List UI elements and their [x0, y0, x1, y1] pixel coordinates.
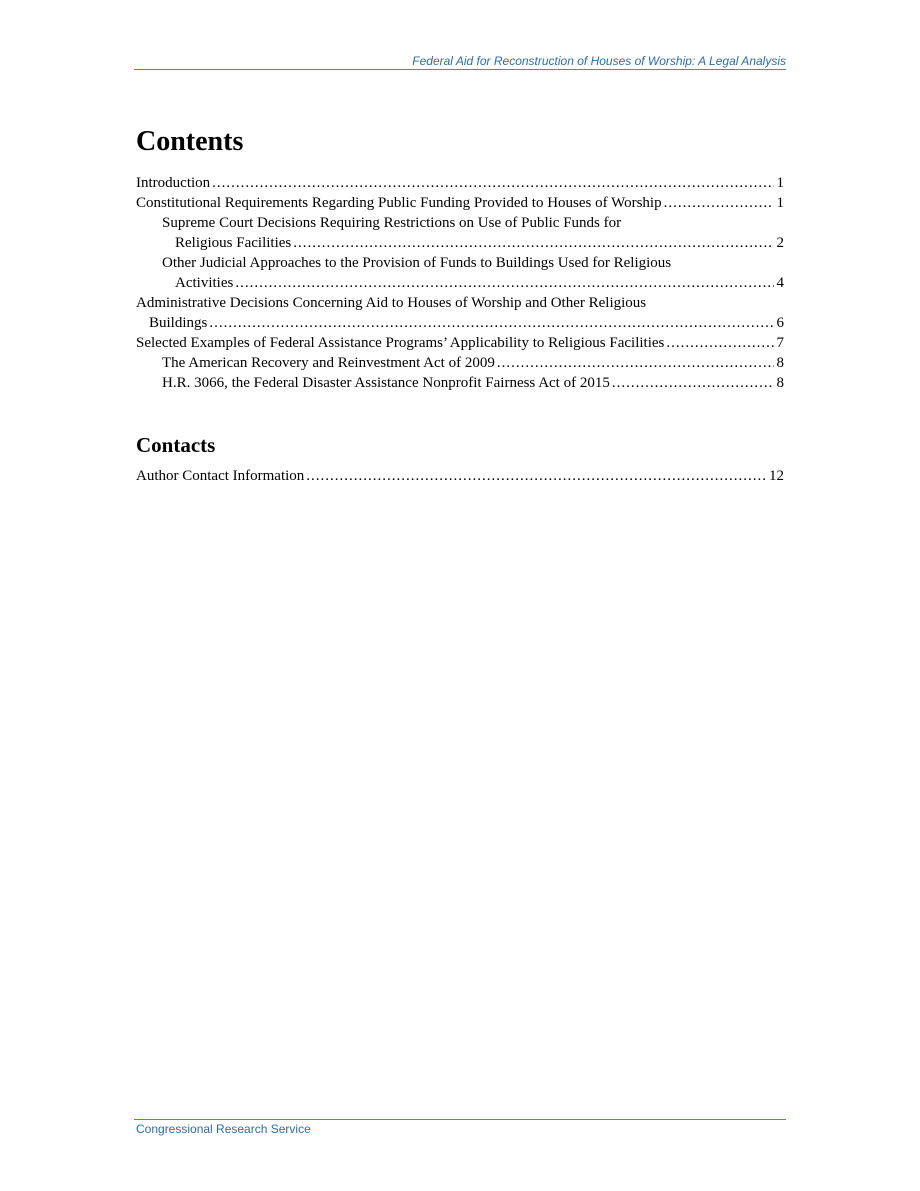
header-rule [134, 69, 786, 70]
toc-entry-administrative-decisions[interactable] [136, 293, 784, 333]
toc-entry-page: 1 [776, 175, 784, 191]
dot-leader [235, 273, 773, 293]
toc-entry-page: 1 [776, 195, 784, 211]
toc-entry-constitutional-requirements[interactable] [136, 193, 784, 213]
toc-entry-title-line2: Religious Facilities [175, 235, 292, 251]
contents-heading: Contents [136, 126, 244, 157]
toc-entry-page: 8 [776, 375, 784, 391]
toc-entry-introduction[interactable] [136, 173, 784, 193]
toc-entry-title-line2: Activities [175, 275, 234, 291]
dot-leader [612, 373, 774, 393]
dot-leader [664, 193, 774, 213]
toc-entry-page: 8 [776, 355, 784, 371]
toc-entry-page: 7 [776, 335, 784, 351]
toc-entry-page: 2 [776, 235, 784, 251]
footer-publisher: Congressional Research Service [136, 1122, 311, 1136]
toc-entry-title-line1: Supreme Court Decisions Requiring Restrictions on Use of Public Funds for [162, 215, 622, 231]
contacts-list [136, 466, 784, 486]
toc-entry-title-line2: Buildings [149, 315, 208, 331]
toc-content [136, 125, 784, 486]
toc-entry-page: 6 [776, 315, 784, 331]
dot-leader [666, 333, 773, 353]
dot-leader [293, 233, 773, 253]
dot-leader [306, 466, 766, 486]
toc-entry-title-line1: Administrative Decisions Concerning Aid to Houses of Worship and Other Religious [136, 295, 647, 311]
toc-entry-recovery-act[interactable] [136, 353, 784, 373]
toc-entry-title: Introduction [136, 175, 211, 191]
dot-leader [209, 313, 773, 333]
toc-entry-title: Author Contact Information [136, 468, 305, 484]
dot-leader [497, 353, 774, 373]
toc-entry-supreme-court-decisions[interactable] [136, 213, 784, 253]
toc-entry-author-contact[interactable] [136, 466, 784, 486]
contents-list [136, 173, 784, 393]
footer-rule [134, 1119, 786, 1120]
toc-entry-selected-examples[interactable] [136, 333, 784, 353]
running-header-title: Federal Aid for Reconstruction of Houses of Worship: A Legal Analysis [412, 54, 786, 68]
contacts-heading: Contacts [136, 433, 216, 457]
toc-entry-title: Constitutional Requirements Regarding Public Funding Provided to Houses of Worship [136, 195, 662, 211]
toc-entry-title: H.R. 3066, the Federal Disaster Assistance Nonprofit Fairness Act of 2015 [162, 375, 610, 391]
dot-leader [212, 173, 773, 193]
toc-entry-title-line1: Other Judicial Approaches to the Provision of Funds to Buildings Used for Religious [162, 255, 672, 271]
toc-entry-page: 12 [769, 468, 784, 484]
toc-entry-other-judicial-approaches[interactable] [136, 253, 784, 293]
toc-entry-title: The American Recovery and Reinvestment Act of 2009 [162, 355, 495, 371]
toc-entry-hr-3066[interactable] [136, 373, 784, 393]
toc-entry-page: 4 [776, 275, 784, 291]
toc-entry-title: Selected Examples of Federal Assistance Programs’ Applicability to Religious Facilities [136, 335, 665, 351]
